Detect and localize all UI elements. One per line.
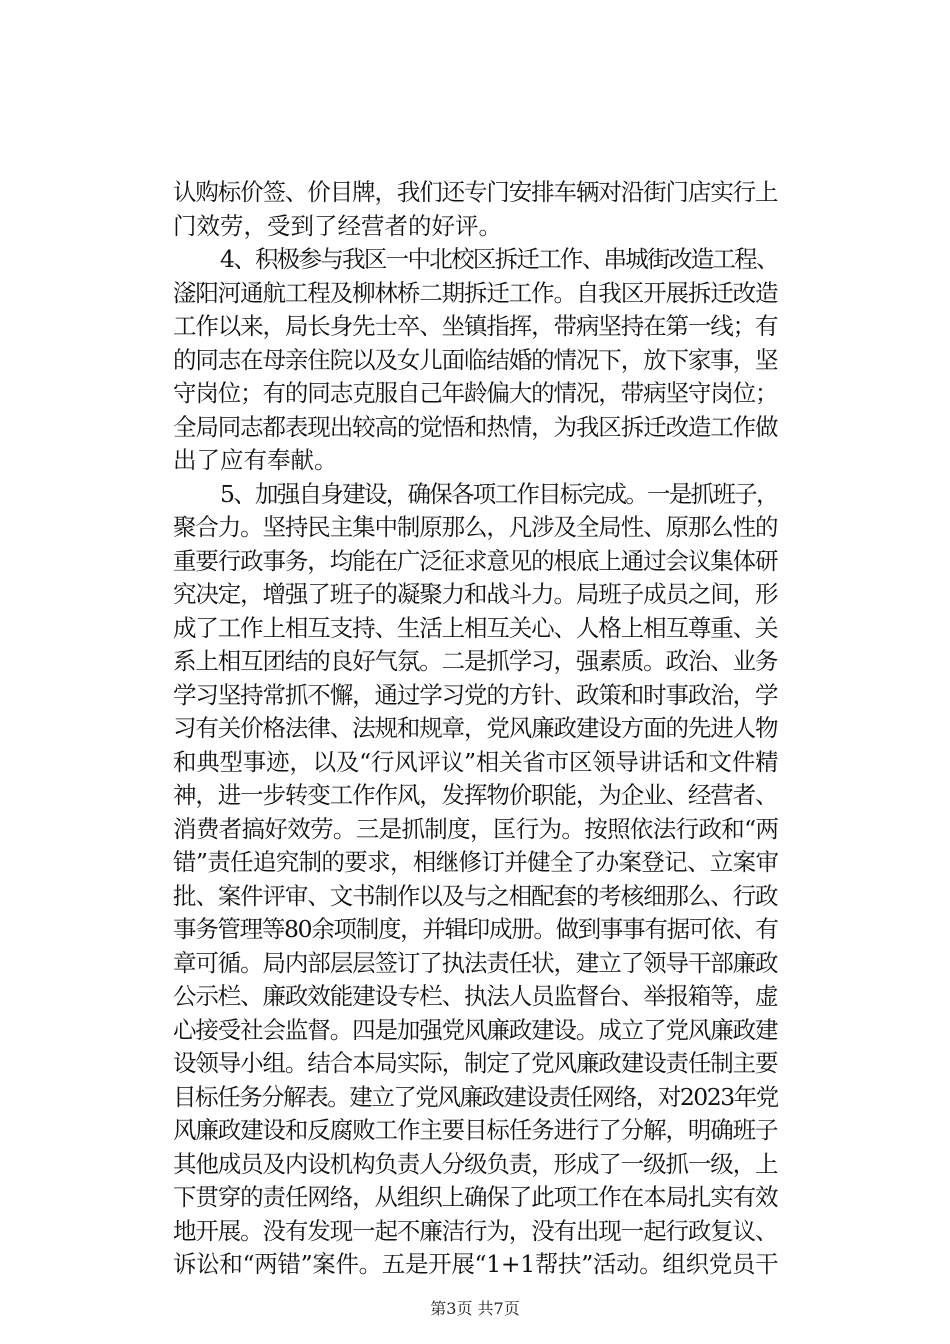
text-line: 和典型事迹，以及“行风评议”相关省市区领导讲话和文件精 [173,747,779,776]
text-line: 其他成员及内设机构负责人分级负责，形成了一级抓一级，上 [173,1149,778,1178]
text-line: 聚合力。坚持民主集中制原那么，凡涉及全局性、原那么性的 [173,513,778,541]
text-line: 学习坚持常抓不懈，通过学习党的方针、政策和时事政治，学 [173,680,778,709]
text-line: 滏阳河通航工程及柳林桥二期拆迁工作。自我区开展拆迁改造 [173,278,778,307]
text-line: 出了应有奉献。 [173,446,338,474]
text-line: 门效劳，受到了经营者的好评。 [173,211,502,240]
text-line: 心接受社会监督。四是加强党风廉政建设。成立了党风廉政建 [173,1015,778,1044]
page-footer: 第3页 共7页 [430,1299,520,1318]
text-line: 公示栏、廉政效能建设专栏、执法人员监督台、举报箱等，虚 [173,982,778,1010]
text-line: 神，进一步转变工作作风，发挥物价职能，为企业、经营者、 [173,781,778,809]
text-line: 习有关价格法律、法规和规章，党风廉政建设方面的先进人物 [173,714,778,742]
document-body [173,176,779,1282]
text-line: 诉讼和“两错”案件。五是开展“1+1帮扶”活动。组织党员干 [173,1250,779,1278]
text-line: 目标任务分解表。建立了党风廉政建设责任网络，对2023年党 [173,1082,778,1111]
text-line: 地开展。没有发现一起不廉洁行为，没有出现一起行政复议、 [173,1216,778,1245]
text-line: 认购标价签、价目牌，我们还专门安排车辆对沿街门店实行上 [173,178,778,206]
text-line: 批、案件评审、文书制作以及与之相配套的考核细那么、行政 [173,881,778,910]
text-line: 全局同志都表现出较高的觉悟和热情，为我区拆迁改造工作做 [173,412,778,441]
text-line: 成了工作上相互支持、生活上相互关心、人格上相互尊重、关 [173,613,778,642]
text-line: 设领导小组。结合本局实际，制定了党风廉政建设责任制主要 [173,1049,778,1077]
text-line: 事务管理等80余项制度，并辑印成册。做到事事有据可依、有 [173,915,778,943]
text-line: 风廉政建设和反腐败工作主要目标任务进行了分解，明确班子 [173,1116,778,1144]
text-line: 究决定，增强了班子的凝聚力和战斗力。局班子成员之间，形 [173,580,778,608]
text-line: 5、加强自身建设，确保各项工作目标完成。一是抓班子， [220,479,778,508]
text-line: 工作以来，局长身先士卒、坐镇指挥，带病坚持在第一线；有 [173,312,778,340]
text-line: 系上相互团结的良好气氛。二是抓学习，强素质。政治、业务 [173,647,778,675]
text-line: 的同志在母亲住院以及女儿面临结婚的情况下，放下家事，坚 [173,345,778,374]
text-line: 重要行政事务，均能在广泛征求意见的根底上通过会议集体研 [173,546,778,575]
text-line: 下贯穿的责任网络，从组织上确保了此项工作在本局扎实有效 [173,1183,778,1211]
text-line: 4、积极参与我区一中北校区拆迁工作、串城街改造工程、 [220,245,778,273]
text-line: 错”责任追究制的要求，相继修订并健全了办案登记、立案审 [173,848,779,876]
text-line: 章可循。局内部层层签订了执法责任状，建立了领导干部廉政 [173,948,778,977]
text-line: 守岗位；有的同志克服自己年龄偏大的情况，带病坚守岗位； [173,379,778,407]
text-line: 消费者搞好效劳。三是抓制度，匡行为。按照依法行政和“两 [173,814,779,843]
